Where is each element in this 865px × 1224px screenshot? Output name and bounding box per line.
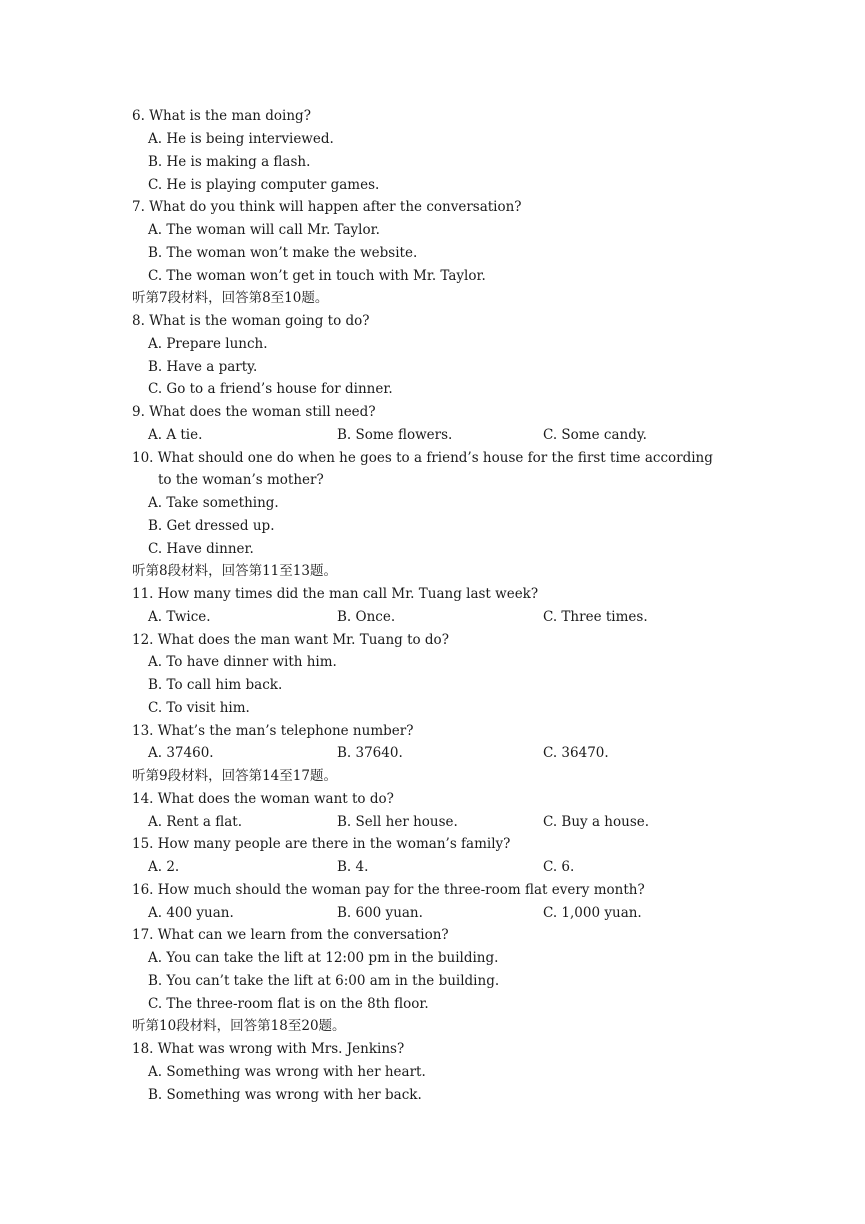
option-7a: A. The woman will call Mr. Taylor. [148,222,380,238]
question-6: 6. What is the man doing? [132,108,311,124]
question-8: 8. What is the woman going to do? [132,313,370,329]
option-12c: C. To visit him. [148,700,250,716]
question-10-continued: to the woman’s mother? [158,472,324,488]
option-14c: C. Buy a house. [543,814,650,830]
section-heading-8: 听第8段材料，回答第11至13题。 [132,563,337,579]
question-7: 7. What do you think will happen after the conversation? [132,199,522,215]
option-6a: A. He is being interviewed. [148,131,334,147]
option-10b: B. Get dressed up. [148,518,275,534]
option-10c: C. Have dinner. [148,541,254,557]
question-15: 15. How many people are there in the woman’s family? [132,836,511,852]
question-12: 12. What does the man want Mr. Tuang to do? [132,632,449,648]
question-16: 16. How much should the woman pay for the three-room flat every month? [132,882,645,898]
option-11c: C. Three times. [543,609,648,625]
question-11: 11. How many times did the man call Mr. Tuang last week? [132,586,539,602]
option-7b: B. The woman won’t make the website. [148,245,418,261]
option-18a: A. Something was wrong with her heart. [148,1064,426,1080]
option-14b: B. Sell her house. [337,814,458,830]
question-9: 9. What does the woman still need? [132,404,376,420]
question-14: 14. What does the woman want to do? [132,791,394,807]
option-16b: B. 600 yuan. [337,905,423,921]
option-13c: C. 36470. [543,745,609,761]
question-18: 18. What was wrong with Mrs. Jenkins? [132,1041,405,1057]
option-10a: A. Take something. [148,495,279,511]
option-12a: A. To have dinner with him. [148,654,337,670]
option-8b: B. Have a party. [148,359,258,375]
option-9b: B. Some flowers. [337,427,453,443]
option-6b: B. He is making a flash. [148,154,311,170]
option-7c: C. The woman won’t get in touch with Mr. Taylor. [148,268,486,284]
option-12b: B. To call him back. [148,677,283,693]
option-15c: C. 6. [543,859,575,875]
option-9a: A. A tie. [148,427,203,443]
section-heading-7: 听第7段材料，回答第8至10题。 [132,290,329,306]
option-18b: B. Something was wrong with her back. [148,1087,422,1103]
option-16c: C. 1,000 yuan. [543,905,642,921]
question-10: 10. What should one do when he goes to a friend’s house for the first time according [132,450,713,466]
option-8c: C. Go to a friend’s house for dinner. [148,381,393,397]
question-17: 17. What can we learn from the conversation? [132,927,449,943]
option-17a: A. You can take the lift at 12:00 pm in the building. [148,950,499,966]
option-9c: C. Some candy. [543,427,647,443]
option-15a: A. 2. [148,859,180,875]
option-17b: B. You can’t take the lift at 6:00 am in the building. [148,973,500,989]
option-13a: A. 37460. [148,745,214,761]
option-13b: B. 37640. [337,745,403,761]
option-15b: B. 4. [337,859,369,875]
section-heading-9: 听第9段材料，回答第14至17题。 [132,768,337,784]
option-16a: A. 400 yuan. [148,905,234,921]
section-heading-10: 听第10段材料，回答第18至20题。 [132,1018,346,1034]
option-6c: C. He is playing computer games. [148,177,380,193]
option-11a: A. Twice. [148,609,211,625]
option-8a: A. Prepare lunch. [148,336,268,352]
question-13: 13. What’s the man’s telephone number? [132,723,414,739]
option-14a: A. Rent a flat. [148,814,243,830]
option-17c: C. The three-room flat is on the 8th floor. [148,996,429,1012]
option-11b: B. Once. [337,609,396,625]
